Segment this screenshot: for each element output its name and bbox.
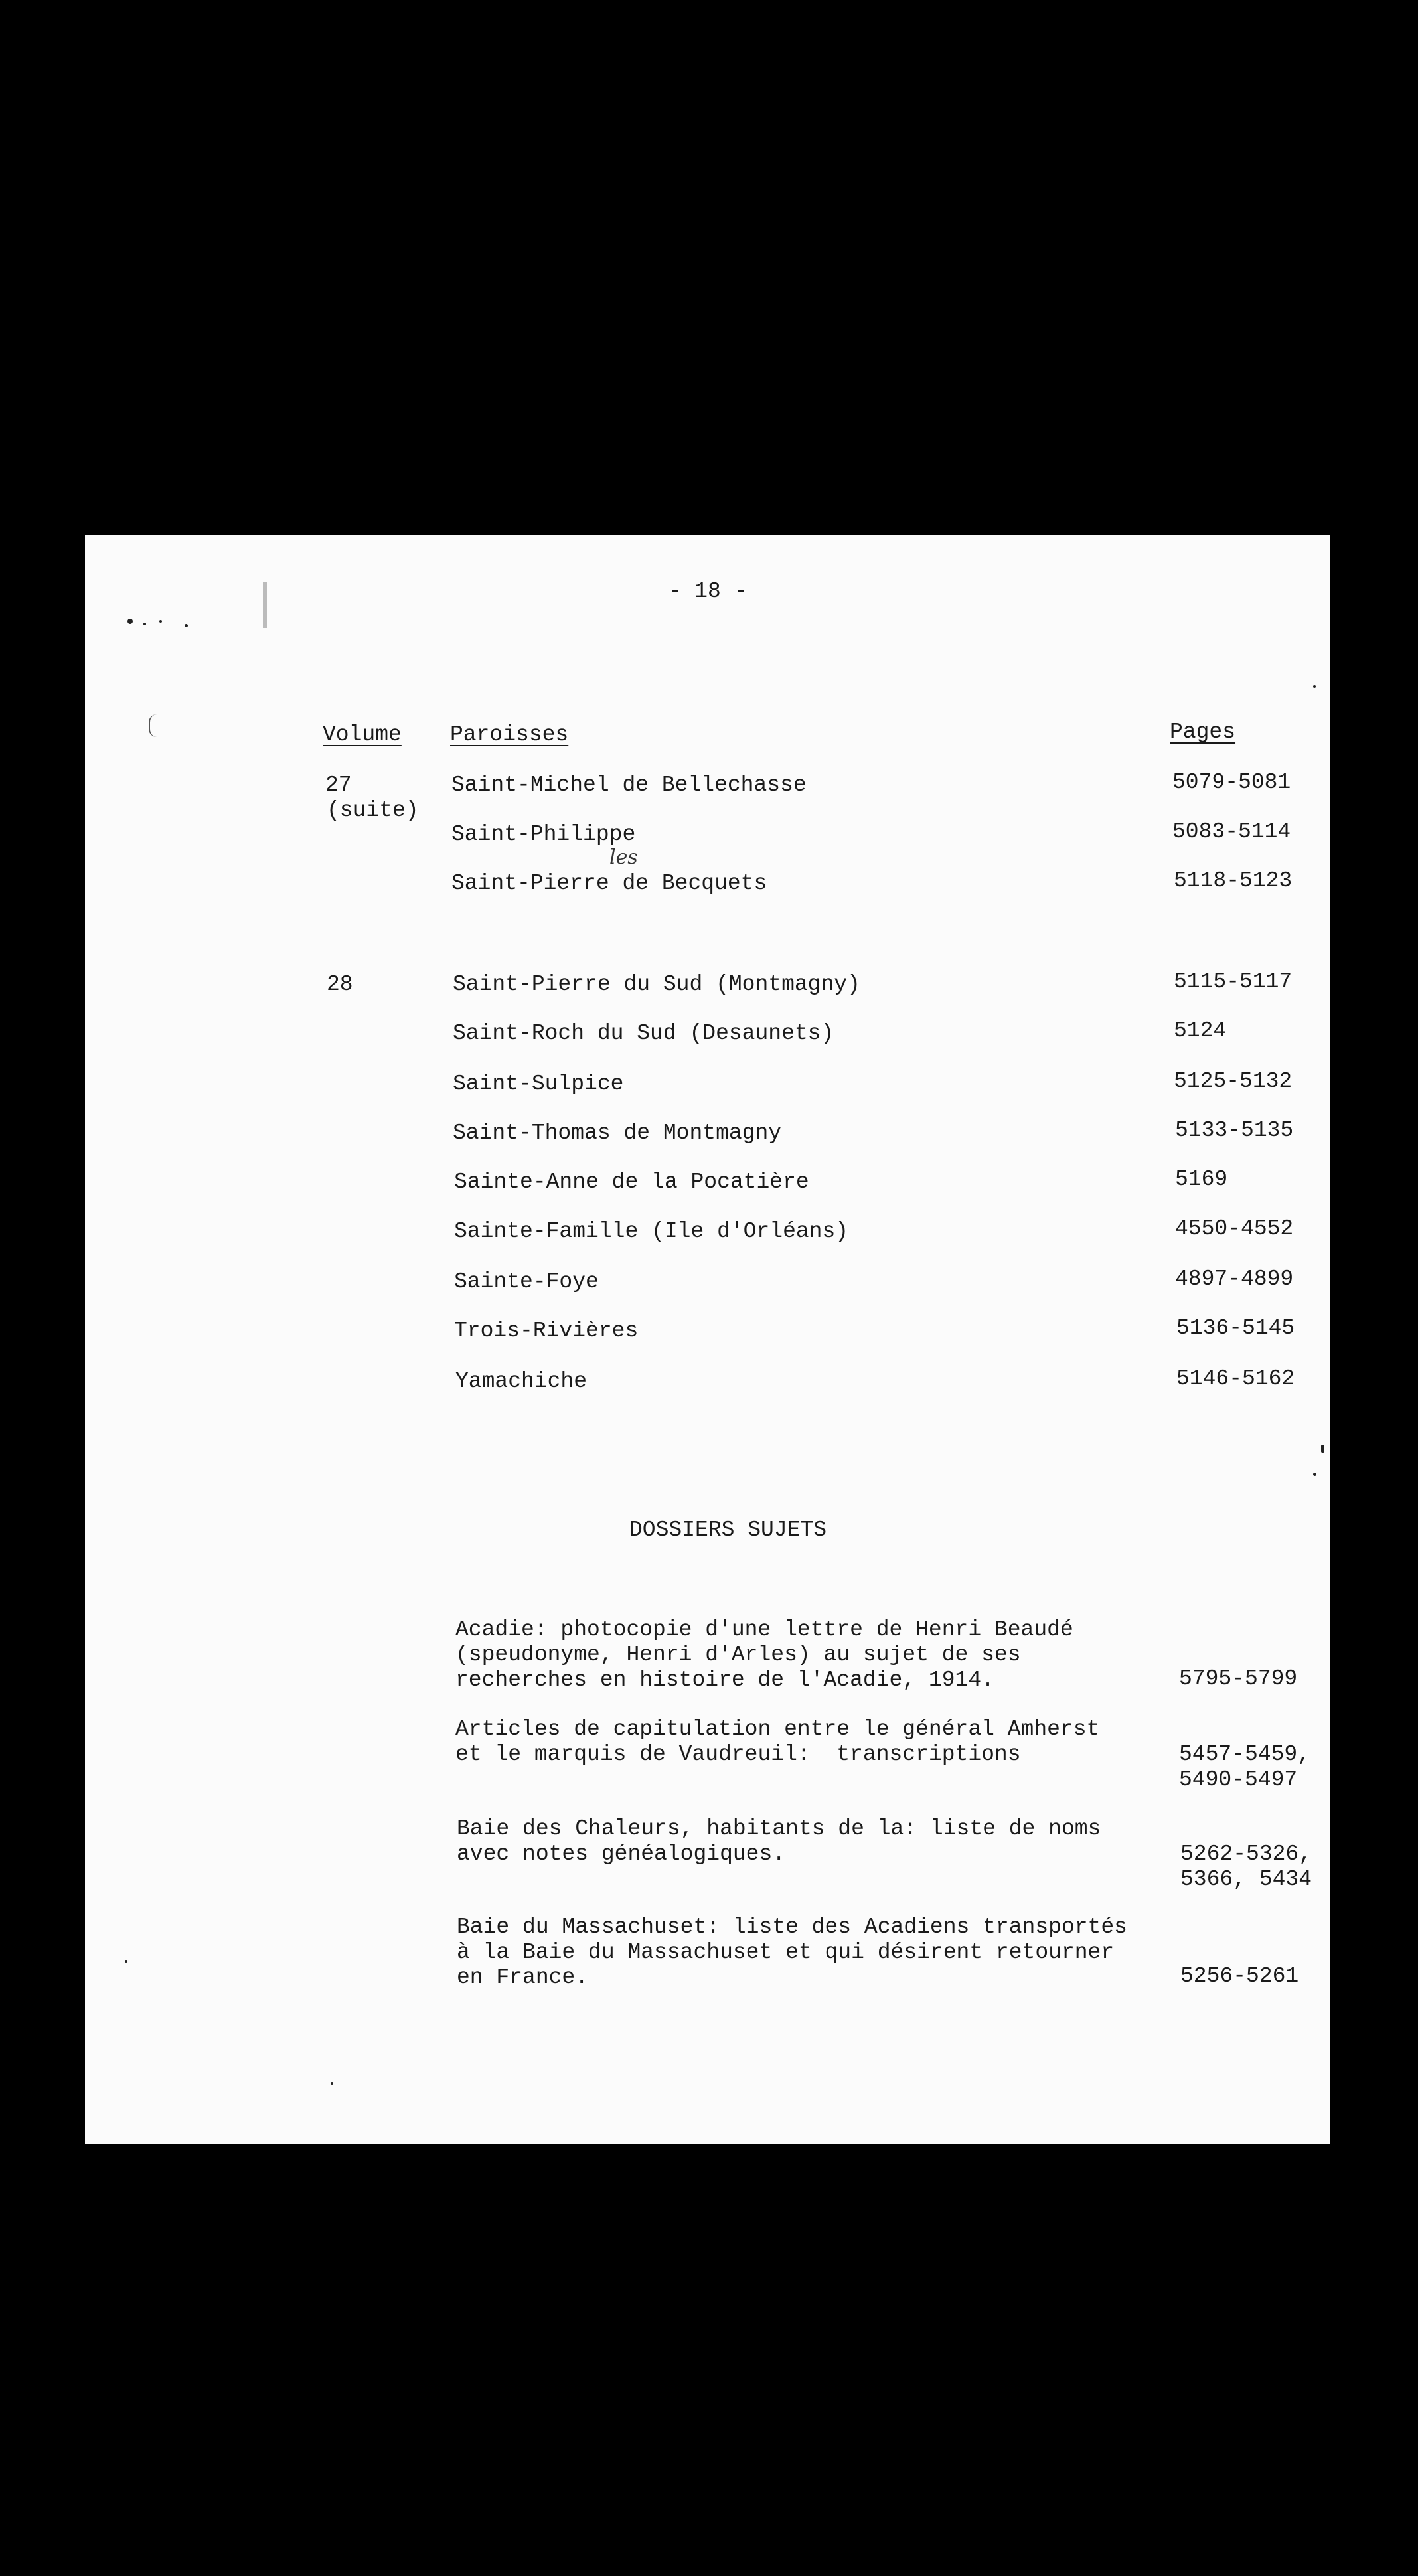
handwritten-correction: les: [609, 846, 638, 869]
row-parish: Saint-Philippe: [451, 822, 636, 846]
row-parish: Sainte-Famille (Ile d'Orléans): [454, 1219, 849, 1244]
row-parish: Saint-Roch du Sud (Desaunets): [453, 1021, 834, 1046]
subject-line: (speudonyme, Henri d'Arles) au sujet de ses: [455, 1643, 1021, 1667]
row-pages: 5118-5123: [1174, 868, 1293, 893]
document-page: [85, 535, 1330, 2144]
scan-speck: [127, 619, 133, 624]
row-parish: Saint-Michel de Bellechasse: [451, 773, 807, 797]
row-pages: 5169: [1175, 1167, 1228, 1192]
row-pages: 4897-4899: [1175, 1267, 1294, 1291]
row-parish: Trois-Rivières: [454, 1319, 639, 1343]
row-parish: Saint-Pierre de Becquets: [451, 871, 767, 896]
row-pages: 5079-5081: [1172, 770, 1291, 795]
subject-line: Baie des Chaleurs, habitants de la: liste de noms: [457, 1816, 1101, 1841]
row-pages: 5136-5145: [1176, 1316, 1295, 1340]
scan-speck: [185, 624, 188, 627]
scan-speck: [143, 623, 146, 625]
row-parish: Sainte-Foye: [454, 1269, 599, 1294]
scan-speck: [331, 2082, 333, 2085]
subject-line: recherches en histoire de l'Acadie, 1914.: [455, 1668, 994, 1692]
row-pages: 5124: [1174, 1018, 1227, 1043]
scan-speck: [1313, 1473, 1316, 1476]
row-pages: 4550-4552: [1175, 1216, 1294, 1241]
subject-line: avec notes généalogiques.: [457, 1842, 786, 1866]
header-parishes: Paroisses: [450, 722, 569, 747]
header-volume: Volume: [323, 722, 402, 747]
section-title: DOSSIERS SUJETS: [629, 1518, 827, 1542]
row-volume-suffix: (suite): [327, 798, 419, 823]
row-pages: 5146-5162: [1176, 1366, 1295, 1391]
subject-line: à la Baie du Massachuset et qui désirent retourner: [457, 1940, 1115, 1965]
subject-pages: 5256-5261: [1180, 1964, 1299, 1988]
subject-line: Acadie: photocopie d'une lettre de Henri Beaudé: [455, 1617, 1073, 1642]
subject-pages: 5262-5326,: [1180, 1842, 1312, 1866]
subject-pages: 5457-5459,: [1179, 1742, 1311, 1767]
row-pages: 5115-5117: [1174, 969, 1293, 994]
subject-line: en France.: [457, 1965, 589, 1990]
row-parish: Yamachiche: [455, 1369, 588, 1394]
row-pages: 5125-5132: [1174, 1069, 1293, 1093]
row-parish: Sainte-Anne de la Pocatière: [454, 1170, 809, 1194]
subject-line: Articles de capitulation entre le général Amherst: [455, 1717, 1100, 1741]
subject-line: Baie du Massachuset: liste des Acadiens transportés: [457, 1915, 1127, 1939]
scan-speck: [1321, 1445, 1324, 1453]
subject-pages: 5366, 5434: [1180, 1867, 1312, 1892]
row-pages: 5133-5135: [1175, 1118, 1294, 1143]
row-parish: Saint-Pierre du Sud (Montmagny): [453, 972, 860, 997]
header-pages: Pages: [1170, 720, 1236, 744]
row-parish: Saint-Sulpice: [453, 1072, 624, 1096]
subject-line: et le marquis de Vaudreuil: transcriptions: [455, 1742, 1021, 1767]
row-volume: 28: [327, 972, 353, 997]
scan-speck: [159, 620, 162, 623]
scan-speck: [1313, 685, 1316, 688]
row-volume: 27: [325, 773, 352, 797]
subject-pages: 5795-5799: [1179, 1666, 1298, 1691]
page-number: - 18 -: [668, 579, 748, 604]
row-parish: Saint-Thomas de Montmagny: [453, 1121, 782, 1145]
subject-pages: 5490-5497: [1179, 1767, 1298, 1792]
scan-bracket-mark: [149, 714, 158, 737]
scan-edge-mark: [263, 582, 267, 628]
scan-speck: [125, 1960, 127, 1963]
row-pages: 5083-5114: [1172, 819, 1291, 844]
